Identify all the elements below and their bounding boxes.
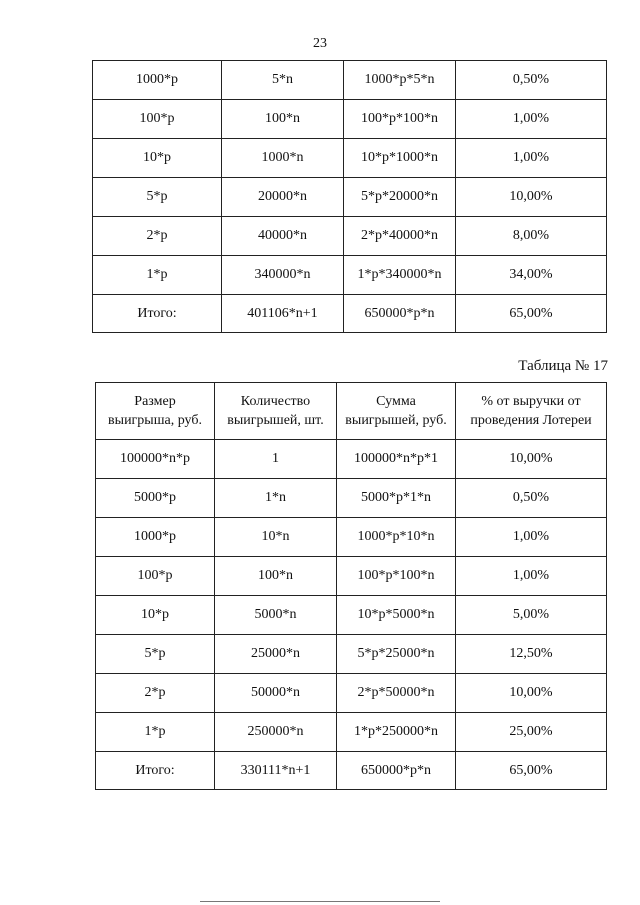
table-row — [96, 752, 607, 790]
table-cell: 5*p — [93, 178, 222, 217]
table-cell: 0,50% — [456, 61, 607, 100]
table-cell: 1000*p*5*n — [344, 61, 456, 100]
table-cell: 10*p*1000*n — [344, 139, 456, 178]
table-cell: 1000*n — [222, 139, 344, 178]
prize-table-17-header — [96, 383, 607, 440]
table-cell: 5*p*25000*n — [337, 635, 456, 674]
table-cell: 40000*n — [222, 217, 344, 256]
table-cell: 650000*p*n — [344, 295, 456, 333]
table-row — [96, 635, 607, 674]
table-cell: 1,00% — [456, 100, 607, 139]
column-header — [96, 383, 215, 440]
table-row — [96, 557, 607, 596]
table-cell: 1,00% — [456, 518, 607, 557]
table-cell: 1 — [215, 440, 337, 479]
table-cell: 5000*p — [96, 479, 215, 518]
table-cell: 1*p*340000*n — [344, 256, 456, 295]
column-header — [337, 383, 456, 440]
table-cell: 10*p — [93, 139, 222, 178]
table-row — [93, 139, 607, 178]
table-cell: 100000*n*p*1 — [337, 440, 456, 479]
table-cell: 0,50% — [456, 479, 607, 518]
table-row — [96, 440, 607, 479]
column-header-line: выигрыша, руб. — [108, 413, 202, 428]
table-row — [96, 713, 607, 752]
table-cell: 100000*n*p — [96, 440, 215, 479]
table-cell: 401106*n+1 — [222, 295, 344, 333]
table-cell: 5000*n — [215, 596, 337, 635]
table-cell: 65,00% — [456, 295, 607, 333]
bottom-divider — [200, 901, 440, 902]
prize-table-17-body — [96, 440, 607, 790]
table-row — [93, 100, 607, 139]
table-cell: 650000*p*n — [337, 752, 456, 790]
column-header — [456, 383, 607, 440]
table-row — [96, 674, 607, 713]
table-cell: Итого: — [93, 295, 222, 333]
column-header-line: Сумма — [376, 394, 416, 409]
table-cell: 100*p*100*n — [344, 100, 456, 139]
table-17-caption: Таблица № 17 — [518, 358, 608, 374]
table-header-row — [96, 383, 607, 440]
table-cell: 330111*n+1 — [215, 752, 337, 790]
table-cell: 20000*n — [222, 178, 344, 217]
table-cell: 10,00% — [456, 674, 607, 713]
table-row — [93, 217, 607, 256]
table-cell: 65,00% — [456, 752, 607, 790]
table-cell: 1000*p — [96, 518, 215, 557]
table-cell: 2*p*50000*n — [337, 674, 456, 713]
column-header-line: выигрышей, шт. — [227, 413, 324, 428]
table-cell: 100*p — [93, 100, 222, 139]
table-cell: 2*p — [96, 674, 215, 713]
column-header-line: Размер — [134, 394, 176, 409]
prize-table-17 — [95, 382, 607, 790]
table-cell: 10*p — [96, 596, 215, 635]
table-cell: 1*p*250000*n — [337, 713, 456, 752]
table-cell: 5,00% — [456, 596, 607, 635]
table-cell: 5*p*20000*n — [344, 178, 456, 217]
column-header-line: Количество — [240, 394, 311, 409]
table-row — [96, 518, 607, 557]
table-cell: 50000*n — [215, 674, 337, 713]
table-cell: 25000*n — [215, 635, 337, 674]
table-row — [96, 479, 607, 518]
table-cell: 1000*p*10*n — [337, 518, 456, 557]
table-cell: 12,50% — [456, 635, 607, 674]
prize-table-continued-body — [93, 61, 607, 333]
table-cell: 10*n — [215, 518, 337, 557]
table-cell: 8,00% — [456, 217, 607, 256]
table-cell: 10,00% — [456, 178, 607, 217]
table-row — [93, 256, 607, 295]
table-row — [93, 178, 607, 217]
table-cell: 100*p*100*n — [337, 557, 456, 596]
table-cell: 250000*n — [215, 713, 337, 752]
table-cell: 1,00% — [456, 139, 607, 178]
table-row — [93, 61, 607, 100]
table-cell: 1000*p — [93, 61, 222, 100]
table-cell: 5*n — [222, 61, 344, 100]
table-cell: 5*p — [96, 635, 215, 674]
table-cell: 1*p — [93, 256, 222, 295]
page-number: 23 — [313, 36, 327, 51]
table-row — [93, 295, 607, 333]
table-cell: 100*n — [222, 100, 344, 139]
table-cell: 2*p*40000*n — [344, 217, 456, 256]
table-cell: 34,00% — [456, 256, 607, 295]
table-cell: Итого: — [96, 752, 215, 790]
table-cell: 10*p*5000*n — [337, 596, 456, 635]
table-cell: 340000*n — [222, 256, 344, 295]
table-cell: 1,00% — [456, 557, 607, 596]
prize-table-continued — [92, 60, 607, 333]
table-cell: 1*p — [96, 713, 215, 752]
column-header-line: проведения Лотереи — [470, 413, 592, 428]
column-header-line: % от выручки от — [481, 394, 581, 409]
table-cell: 10,00% — [456, 440, 607, 479]
column-header — [215, 383, 337, 440]
table-row — [96, 596, 607, 635]
table-cell: 100*p — [96, 557, 215, 596]
table-cell: 100*n — [215, 557, 337, 596]
table-cell: 25,00% — [456, 713, 607, 752]
table-cell: 5000*p*1*n — [337, 479, 456, 518]
column-header-line: выигрышей, руб. — [345, 413, 447, 428]
table-cell: 2*p — [93, 217, 222, 256]
table-cell: 1*n — [215, 479, 337, 518]
